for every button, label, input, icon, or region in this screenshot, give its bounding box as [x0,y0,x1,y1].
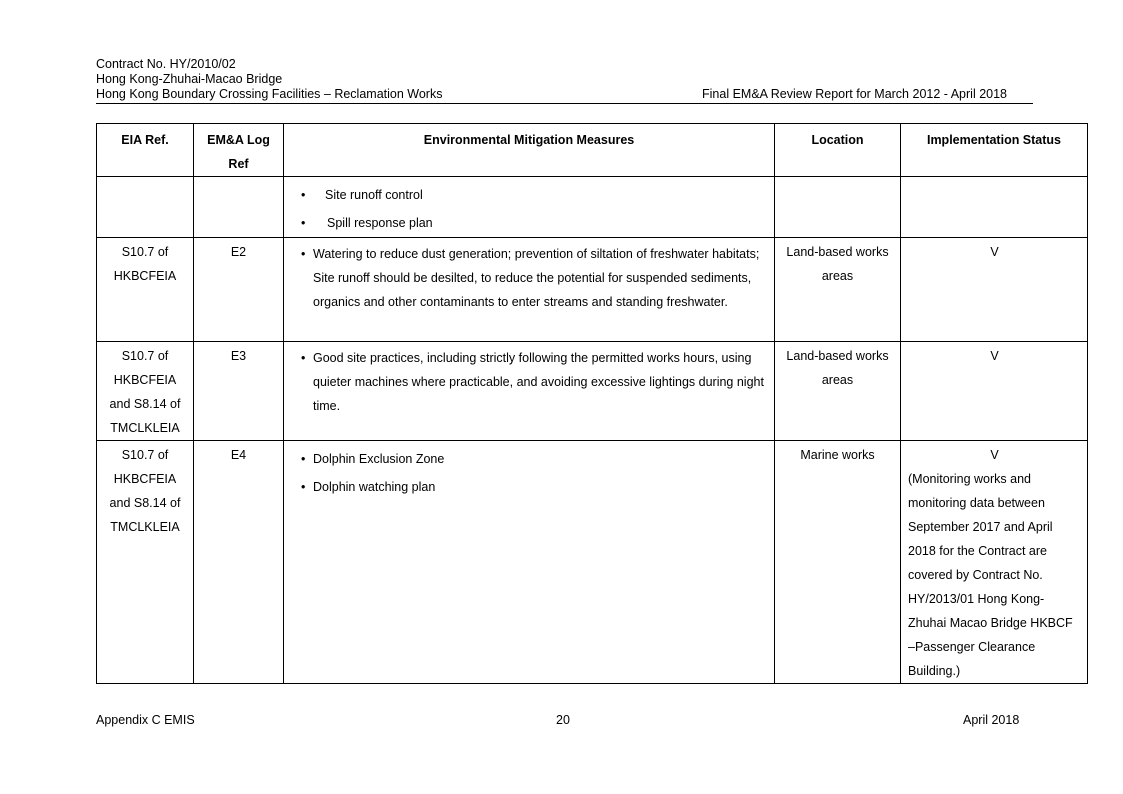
log-ref-cell: E3 [194,342,284,441]
eia-ref-line: S10.7 of [121,245,169,259]
header-measures: Environmental Mitigation Measures [284,124,775,177]
location-cell [775,238,901,342]
status-cell [901,238,1088,342]
measures-cell [284,177,775,238]
list-item: • Site runoff control [301,181,766,209]
table-row [97,441,1088,684]
location-line: areas [821,373,854,387]
location-cell [775,342,901,441]
page-number: 20 [556,713,570,727]
eia-ref-line: and S8.14 of [109,496,181,510]
eia-ref-line: S10.7 of [121,349,169,363]
status-mark: V [990,245,999,259]
location-cell [775,441,901,684]
report-title: Final EM&A Review Report for March 2012 - April 2018 [702,87,1007,101]
location-line: areas [821,269,854,283]
eia-ref-line: TMCLKLEIA [110,520,180,534]
eia-ref-cell [97,441,194,684]
header-ema-log-ref-line2: Ref [228,157,249,171]
measures-cell [284,441,775,684]
document-header [96,57,442,102]
status-mark: V [990,448,999,462]
eia-ref-cell [97,177,194,238]
emis-table [96,123,1088,684]
measures-list [284,441,774,501]
log-ref-cell: E2 [194,238,284,342]
list-item: • Spill response plan [301,209,766,237]
log-ref-cell: E4 [194,441,284,684]
footer-appendix: Appendix C EMIS [96,713,195,727]
header-ema-log-ref-line1: EM&A Log [207,133,270,147]
eia-ref-cell [97,238,194,342]
status-note: (Monitoring works and monitoring data between September 2017 and April 2018 for the Contract are covered by Contract No. HY/2013/01 Hong Kong-Zhuhai Macao Bridge HKBCF –Passenger Clearance Building.) [908,472,1073,678]
location-line: Land-based works [786,245,889,259]
header-eia-ref: EIA Ref. [97,124,194,177]
project-name: Hong Kong-Zhuhai-Macao Bridge [96,72,283,86]
measures-list [284,177,774,237]
eia-ref-cell [97,342,194,441]
project-subtitle: Hong Kong Boundary Crossing Facilities – Reclamation Works [96,87,443,101]
status-cell [901,441,1088,684]
log-ref-cell [194,177,284,238]
table-row [97,342,1088,441]
status-cell [901,177,1088,238]
measures-cell [284,238,775,342]
header-ema-log-ref [194,124,284,177]
list-item: • Dolphin Exclusion Zone [301,445,766,473]
eia-ref-line: HKBCFEIA [113,373,177,387]
list-item: • Watering to reduce dust generation; prevention of siltation of freshwater habitats; Site runoff should be desilted, to reduce the potential for suspended sediments, organics and other contaminants to enter streams and standing freshwater. [301,242,766,314]
measures-list [284,238,774,314]
location-cell [775,177,901,238]
table-row [97,238,1088,342]
eia-ref-line: HKBCFEIA [113,269,177,283]
measures-list [284,342,774,418]
location-line: Land-based works [786,349,889,363]
header-status: Implementation Status [901,124,1088,177]
eia-ref-line: HKBCFEIA [113,472,177,486]
eia-ref-line: and S8.14 of [109,397,181,411]
table-header-row [97,124,1088,177]
status-cell [901,342,1088,441]
status-mark: V [990,349,999,363]
header-location: Location [775,124,901,177]
footer-date: April 2018 [963,713,1020,727]
header-divider [96,103,1033,104]
table-row [97,177,1088,238]
eia-ref-line: TMCLKLEIA [110,421,180,435]
list-item: • Dolphin watching plan [301,473,766,501]
location-line: Marine works [800,448,875,462]
contract-number: Contract No. HY/2010/02 [96,57,236,71]
measures-cell [284,342,775,441]
eia-ref-line: S10.7 of [121,448,169,462]
list-item: • Good site practices, including strictly following the permitted works hours, using quieter machines where practicable, and avoiding excessive lightings during night time. [301,346,766,418]
